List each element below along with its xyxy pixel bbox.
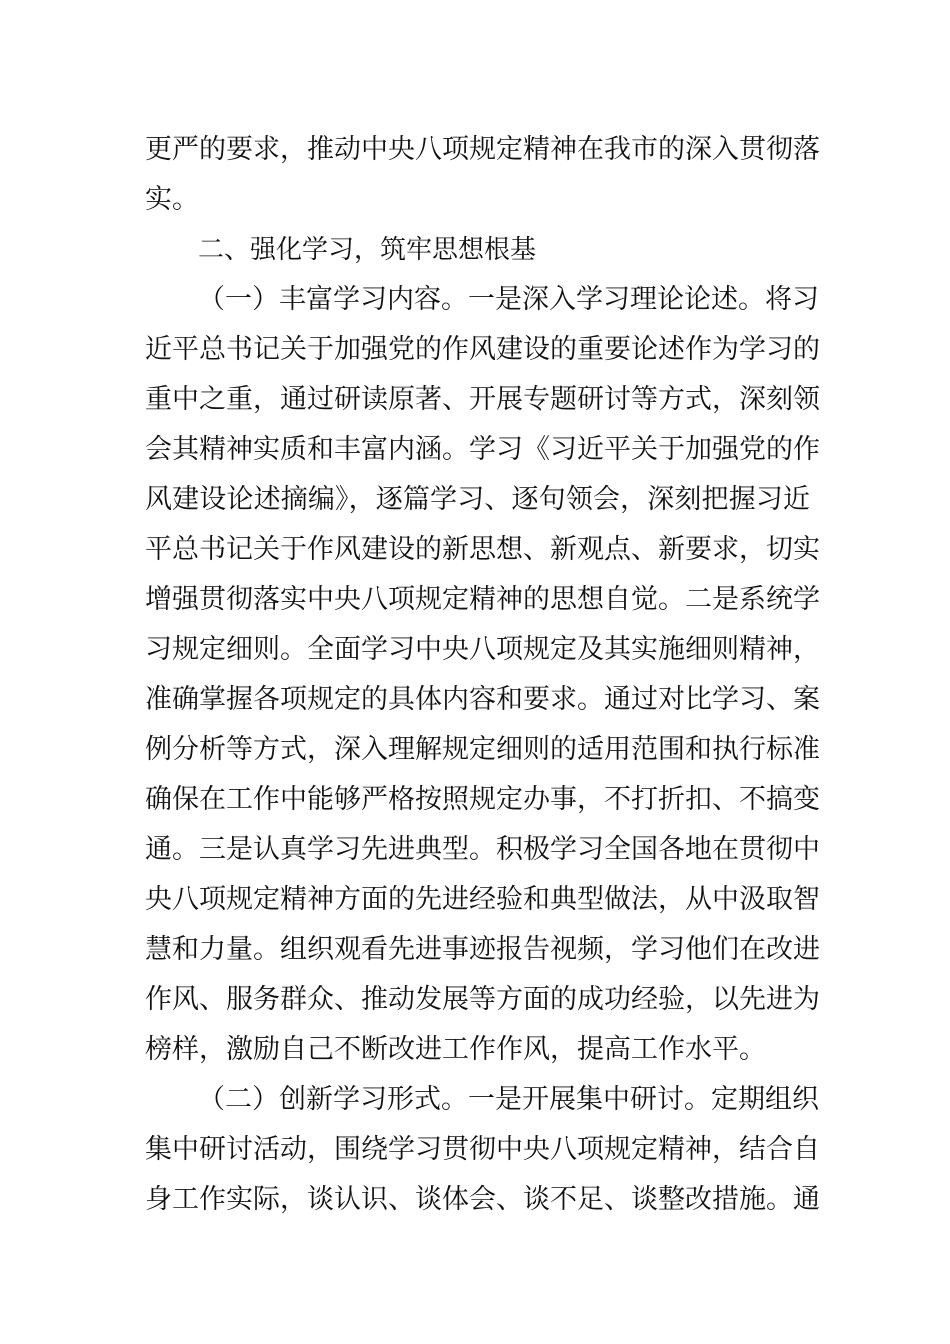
body-text-line: 榜样，激励自己不断改进工作作风，提高工作水平。 (145, 1034, 766, 1065)
paragraph-first-line: （二）创新学习形式。一是开展集中研讨。定期组织 (198, 1084, 819, 1115)
body-text-line: 风建设论述摘编》，逐篇学习、逐句领会，深刻把握习近 (145, 484, 810, 515)
section-heading: 二、强化学习，筑牢思想根基 (198, 235, 537, 265)
body-text-line: 实。 (145, 184, 199, 215)
body-text-line: 集中研讨活动，围绕学习贯彻中央八项规定精神，结合自 (145, 1134, 820, 1165)
body-text-line: 通。三是认真学习先进典型。积极学习全国各地在贯彻中 (145, 834, 820, 865)
body-text-line: 作风、服务群众、推动发展等方面的成功经验，以先进为 (145, 984, 820, 1015)
body-text-line: 确保在工作中能够严格按照规定办事，不打折扣、不搞变 (145, 784, 820, 815)
body-text-line: 近平总书记关于加强党的作风建设的重要论述作为学习的 (145, 334, 820, 365)
paragraph-first-line: （一）丰富学习内容。一是深入学习理论论述。将习 (198, 284, 819, 315)
body-text-line: 更严的要求，推动中央八项规定精神在我市的深入贯彻落 (145, 134, 820, 165)
body-text-line: 央八项规定精神方面的先进经验和典型做法，从中汲取智 (145, 884, 820, 915)
body-text-line: 身工作实际，谈认识、谈体会、谈不足、谈整改措施。通 (145, 1184, 820, 1215)
body-text-line: 慧和力量。组织观看先进事迹报告视频，学习他们在改进 (145, 934, 820, 965)
body-text-line: 准确掌握各项规定的具体内容和要求。通过对比学习、案 (145, 684, 820, 715)
body-text-line: 会其精神实质和丰富内涵。学习《习近平关于加强党的作 (145, 434, 820, 465)
body-text-line: 平总书记关于作风建设的新思想、新观点、新要求，切实 (145, 534, 820, 565)
body-text-line: 习规定细则。全面学习中央八项规定及其实施细则精神， (145, 634, 820, 665)
body-text-line: 重中之重，通过研读原著、开展专题研讨等方式，深刻领 (145, 384, 820, 415)
body-text-line: 增强贯彻落实中央八项规定精神的思想自觉。二是系统学 (145, 584, 820, 615)
body-text-line: 例分析等方式，深入理解规定细则的适用范围和执行标准 (145, 734, 820, 765)
